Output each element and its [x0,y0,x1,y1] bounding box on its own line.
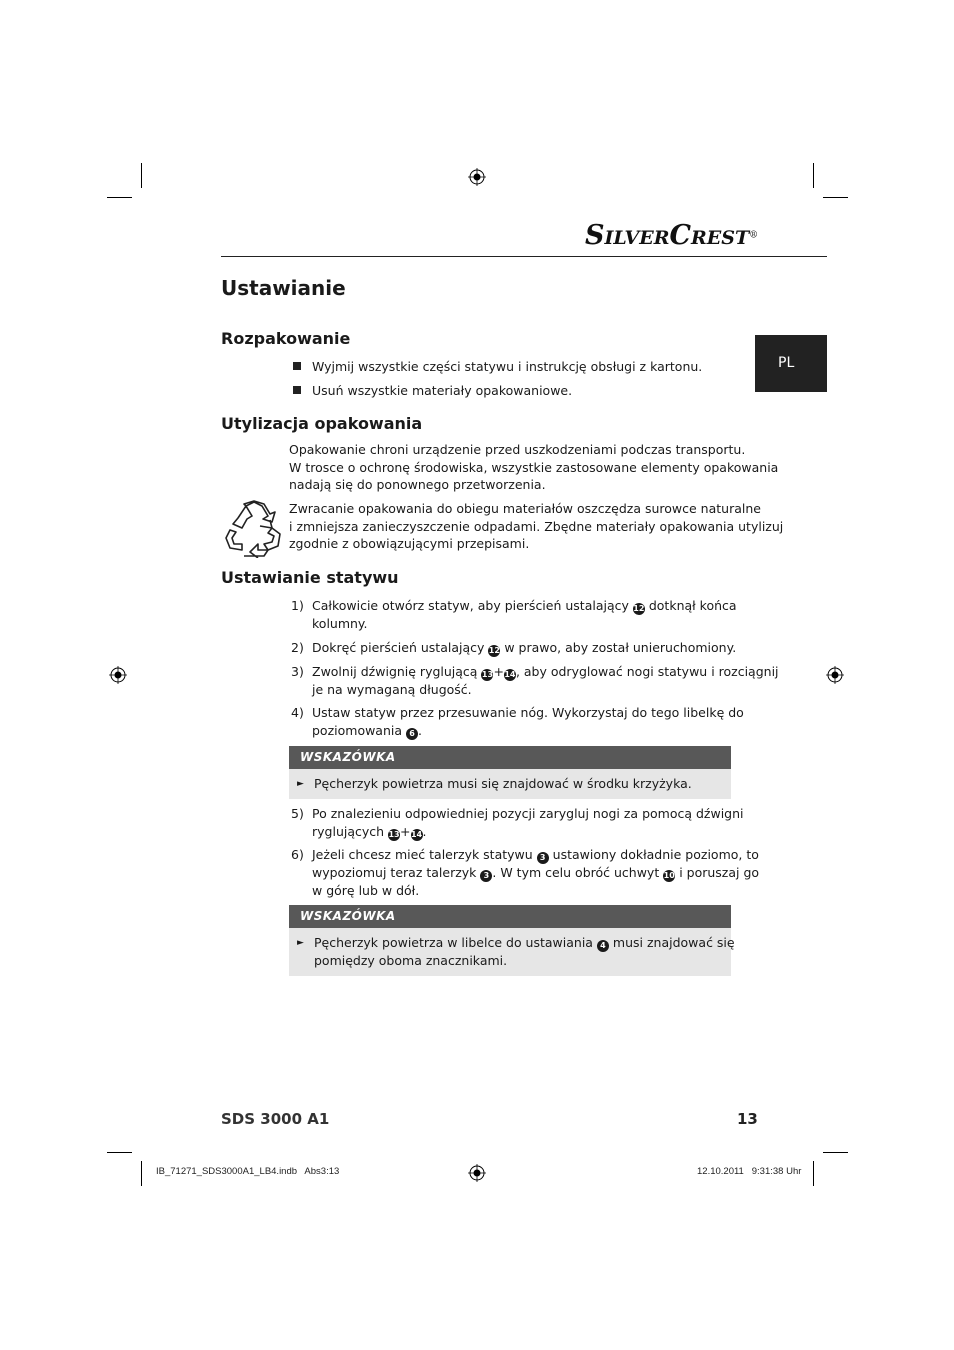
model-number: SDS 3000 A1 [221,1110,330,1128]
bullet-square-icon [293,362,301,370]
print-timestamp: 12.10.2011 9:31:38 Uhr [697,1166,802,1177]
registration-mark-icon [826,666,844,684]
note-box: WSKAZÓWKA ► Pęcherzyk powietrza w libelce do ustawiania 4 musi znajdować się pomiędzy oboma znacznikami. [289,905,731,976]
section-heading-unpacking: Rozpakowanie [221,329,351,348]
header-rule [221,256,827,257]
part-number-badge: 3 [537,852,549,864]
arrow-right-icon: ► [297,938,304,948]
part-number-badge: 12 [488,646,500,655]
recycle-icon [224,500,284,558]
section-heading-disposal: Utylizacja opakowania [221,414,423,433]
part-number-badge: 13 [481,670,494,679]
registration-mark-icon [468,1164,486,1182]
part-number-badge: 12 [633,604,645,613]
crop-mark [813,1161,814,1186]
bullet-square-icon [293,386,301,394]
list-item: Wyjmij wszystkie części statywu i instrukcję obsługi z kartonu. [293,358,702,376]
note-label: WSKAZÓWKA [289,746,731,769]
registration-mark-icon [109,666,127,684]
section-heading-setup: Ustawianie statywu [221,568,399,587]
part-number-badge: 3 [480,870,492,882]
part-number-badge: 6 [406,728,418,740]
crop-mark [141,1161,142,1186]
arrow-right-icon: ► [297,779,304,789]
page-title: Ustawianie [221,276,346,300]
part-number-badge: 14 [410,829,423,839]
crop-mark [823,197,848,198]
part-number-badge: 14 [504,670,516,679]
crop-mark [107,1152,132,1153]
crop-mark [107,197,132,198]
crop-mark [813,163,814,188]
registration-mark-icon [468,168,486,186]
part-number-badge: 13 [388,829,400,839]
disposal-paragraph-2: Zwracanie opakowania do obiegu materiałów oszczędza surowce naturalne i zmniejsza zanieczyszczenie odpadami. Zbędne materiały opakowania utylizuj zgodnie z obowiązującymi przepisami. [289,501,784,552]
note-box: WSKAZÓWKA ► Pęcherzyk powietrza musi się znajdować w środku krzyżyka. [289,746,731,799]
list-item: Usuń wszystkie materiały opakowaniowe. [293,382,572,400]
crop-mark [141,163,142,188]
part-number-badge: 10 [663,871,675,880]
crop-mark [823,1152,848,1153]
disposal-paragraph-1: Opakowanie chroni urządzenie przed uszkodzeniami podczas transportu. W trosce o ochronę środowiska, wszystkie zastosowane elementy opakowania nadają się do ponownego przetworzenia. [289,442,779,493]
note-label: WSKAZÓWKA [289,905,731,928]
print-file-info: IB_71271_SDS3000A1_LB4.indb Abs3:13 [156,1166,340,1177]
page-number: 13 [737,1110,758,1128]
silvercrest-logo: SILVERCREST® [585,220,759,251]
part-number-badge: 4 [597,940,609,952]
language-tab: PL [755,335,827,392]
